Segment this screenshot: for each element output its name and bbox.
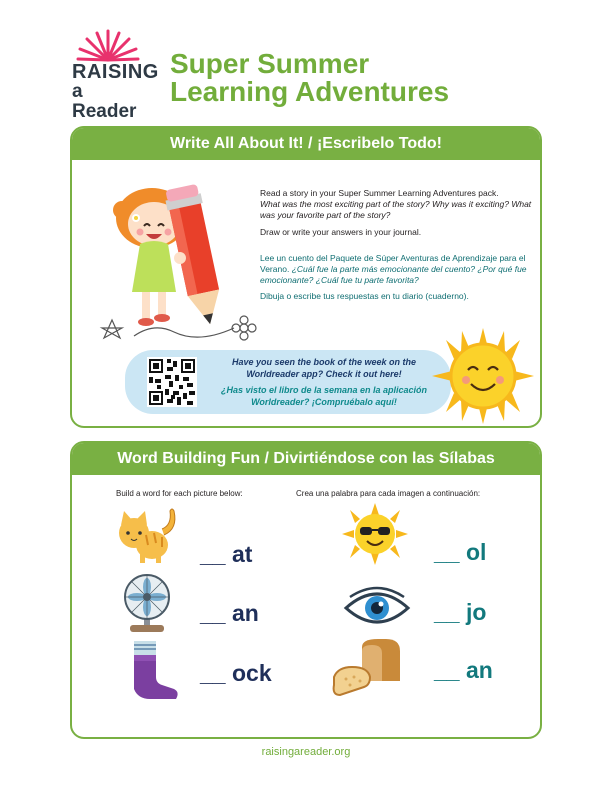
english-intro: Read a story in your Super Summer Learning Adventures pack. <box>260 188 499 198</box>
logo-text-a-reader: a Reader <box>72 81 137 122</box>
logo-text-raising: RAISING <box>72 61 159 83</box>
write-all-about-it-panel <box>70 126 542 428</box>
blank-word-ock[interactable]: __ ock <box>200 660 272 686</box>
bread-icon <box>332 637 402 699</box>
spanish-questions: ¿Cuál fue la parte más emocionante del cuento? ¿Por qué fue emocionante? ¿Cuál fue tu parte favorita? <box>260 264 527 286</box>
english-questions: What was the most exciting part of the story? Why was it exciting? What was your favorite part of the story? <box>260 199 532 221</box>
english-instruction: Draw or write your answers in your journal. <box>260 226 422 237</box>
blank-word-ol[interactable]: __ ol <box>434 539 487 565</box>
blank-word-an[interactable]: __ an <box>200 600 259 626</box>
sock-icon <box>112 639 182 701</box>
worldreader-spanish-link[interactable]: ¿Has visto el libro de la semana en la aplicación Worldreader? ¡Compruébalo aquí! <box>220 385 428 407</box>
sunburst-logo-icon <box>76 28 140 62</box>
worldreader-banner <box>125 350 451 414</box>
blank-word-jo[interactable]: __ jo <box>434 599 487 625</box>
spanish-instruction: Dibuja o escribe tus respuestas en tu diario (cuaderno). <box>260 291 469 302</box>
blank-word-an-spanish[interactable]: __ an <box>434 657 493 683</box>
word-building-panel <box>70 441 542 739</box>
spanish-instruction-label: Crea una palabra para cada imagen a continuación: <box>296 489 481 498</box>
spanish-intro: Lee un cuento del Paquete de Súper Aventuras de Aprendizaje para el Verano. <box>260 252 526 275</box>
worldreader-text <box>209 357 439 408</box>
qr-code-icon[interactable] <box>147 357 197 407</box>
title-line-1: Super Summer <box>170 48 370 79</box>
footer-website-link[interactable]: raisingareader.org <box>261 746 351 758</box>
eye-icon <box>342 577 412 639</box>
title-line-2: Learning Adventures <box>170 76 450 107</box>
smiling-sun-icon <box>428 326 538 426</box>
girl-with-pencil-illustration <box>94 168 274 348</box>
worldreader-english-link[interactable]: Have you seen the book of the week on the Worldreader app? Check it out here! <box>231 357 417 379</box>
write-section-heading: Write All About It! / ¡Escribelo Todo! <box>72 128 540 160</box>
page-title <box>170 50 449 106</box>
word-section-heading: Word Building Fun / Divirtiéndose con las Sílabas <box>72 443 540 475</box>
sun-icon <box>340 503 410 565</box>
fan-icon <box>112 573 182 635</box>
english-instruction-label: Build a word for each picture below: <box>116 489 243 498</box>
blank-word-at[interactable]: __ at <box>200 541 253 567</box>
story-instructions <box>260 188 536 308</box>
raising-a-reader-logo <box>70 28 159 122</box>
cat-icon <box>112 505 182 567</box>
